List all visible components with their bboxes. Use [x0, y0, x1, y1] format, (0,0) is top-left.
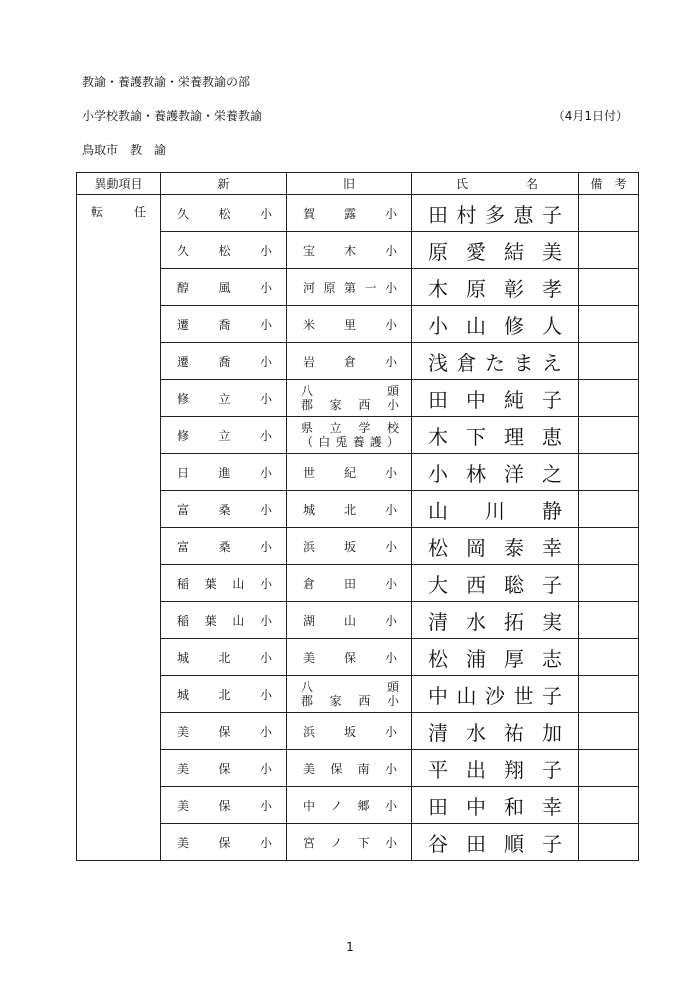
person-name: 松 岡 泰 幸 [428, 535, 562, 560]
new-school: 富 桑 小 [177, 539, 272, 554]
name-cell [412, 676, 579, 713]
name-cell [412, 565, 579, 602]
remarks-cell [579, 713, 639, 750]
table-row [77, 195, 639, 232]
new-school-cell [161, 343, 287, 380]
old-school: 浜 坂 小 [303, 724, 397, 739]
remarks-cell [579, 528, 639, 565]
new-school: 富 桑 小 [177, 502, 272, 517]
remarks-cell [579, 380, 639, 417]
new-school: 日 進 小 [177, 465, 272, 480]
old-school: 河 原 第 一 小 [303, 280, 397, 295]
table-row [77, 824, 639, 861]
old-school: 湖 山 小 [303, 613, 397, 628]
personnel-table [76, 172, 639, 861]
old-school-cell [287, 306, 412, 343]
remarks-cell [579, 602, 639, 639]
new-school-cell [161, 565, 287, 602]
old-school-cell [287, 602, 412, 639]
new-school: 稲 葉 山 小 [177, 576, 272, 591]
remarks-cell [579, 676, 639, 713]
person-name: 松 浦 厚 志 [428, 646, 562, 671]
new-school: 久 松 小 [177, 206, 272, 221]
header-category: 異動項目 [77, 173, 161, 195]
remarks-cell [579, 343, 639, 380]
header-remarks: 備 考 [579, 173, 639, 195]
person-name: 田 中 和 幸 [428, 794, 562, 819]
table-row [77, 787, 639, 824]
header-new: 新 [161, 173, 287, 195]
old-school: 世 紀 小 [303, 465, 397, 480]
name-cell [412, 454, 579, 491]
old-school-cell [287, 713, 412, 750]
remarks-cell [579, 306, 639, 343]
remarks-cell [579, 824, 639, 861]
new-school: 美 保 小 [177, 835, 272, 850]
old-school: 宝 木 小 [303, 243, 397, 258]
table-row [77, 269, 639, 306]
person-name: 平 出 翔 子 [428, 757, 562, 782]
table-row [77, 602, 639, 639]
category-label [77, 195, 160, 220]
new-school: 修 立 小 [177, 428, 272, 443]
old-school-line2: 郡家西小 [301, 398, 399, 412]
section-title: 教諭・養護教諭・栄養教諭の部 [82, 75, 251, 89]
new-school-cell [161, 602, 287, 639]
remarks-cell [579, 454, 639, 491]
person-name: 田 中 純 子 [428, 387, 562, 412]
remarks-cell [579, 750, 639, 787]
old-school-line2: 郡家西小 [301, 694, 399, 708]
table-row [77, 676, 639, 713]
new-school: 城 北 小 [177, 687, 272, 702]
remarks-cell [579, 232, 639, 269]
person-name: 原 愛 結 美 [428, 239, 562, 264]
old-school-cell [287, 269, 412, 306]
header-name-family: 氏 [456, 177, 469, 191]
new-school: 遷 喬 小 [177, 317, 272, 332]
name-cell [412, 824, 579, 861]
person-name: 小 林 洋 之 [428, 461, 562, 486]
name-cell [412, 232, 579, 269]
header-name-given: 名 [525, 177, 538, 191]
person-name: 清 水 拓 実 [428, 609, 562, 634]
new-school-cell [161, 676, 287, 713]
person-name: 浅 倉 た ま え [428, 350, 562, 375]
header-old: 旧 [287, 173, 412, 195]
new-school: 美 保 小 [177, 724, 272, 739]
category-char-2: 任 [133, 205, 146, 219]
new-school-cell [161, 269, 287, 306]
old-school-cell [287, 491, 412, 528]
header-name [412, 173, 579, 195]
table-row [77, 713, 639, 750]
person-name: 小 山 修 人 [428, 313, 562, 338]
old-school-cell [287, 787, 412, 824]
table-row [77, 343, 639, 380]
remarks-cell [579, 417, 639, 454]
new-school-cell [161, 417, 287, 454]
table-row [77, 417, 639, 454]
old-school-cell [287, 195, 412, 232]
old-school-cell [287, 454, 412, 491]
old-school: 浜 坂 小 [303, 539, 397, 554]
new-school-cell [161, 824, 287, 861]
name-cell [412, 787, 579, 824]
remarks-cell [579, 269, 639, 306]
old-school: 米 里 小 [303, 317, 397, 332]
table-row [77, 639, 639, 676]
old-school-cell [287, 528, 412, 565]
person-name: 山 川 静 [428, 498, 562, 523]
new-school-cell [161, 750, 287, 787]
remarks-cell [579, 639, 639, 676]
name-cell [412, 417, 579, 454]
old-school: 城 北 小 [303, 502, 397, 517]
table-row [77, 565, 639, 602]
old-school [287, 680, 411, 708]
name-cell [412, 528, 579, 565]
new-school-cell [161, 454, 287, 491]
old-school: 美 保 小 [303, 650, 397, 665]
table-row [77, 528, 639, 565]
new-school-cell [161, 232, 287, 269]
name-cell [412, 343, 579, 380]
name-cell [412, 380, 579, 417]
old-school-line1: 八頭 [301, 384, 399, 398]
new-school-cell [161, 528, 287, 565]
table-row [77, 232, 639, 269]
new-school-cell [161, 195, 287, 232]
old-school [287, 421, 411, 449]
old-school-cell [287, 343, 412, 380]
old-school-line1: 八頭 [301, 680, 399, 694]
old-school-cell [287, 639, 412, 676]
old-school: 中 ノ 郷 小 [303, 798, 397, 813]
person-name: 田 村 多 恵 子 [428, 202, 562, 227]
name-cell [412, 306, 579, 343]
new-school-cell [161, 491, 287, 528]
name-cell [412, 750, 579, 787]
table-row [77, 306, 639, 343]
name-cell [412, 713, 579, 750]
old-school-cell [287, 232, 412, 269]
old-school: 岩 倉 小 [303, 354, 397, 369]
new-school-cell [161, 380, 287, 417]
category-cell [77, 195, 161, 861]
person-name: 木 下 理 恵 [428, 424, 562, 449]
section-subtitle: 小学校教諭・養護教諭・栄養教諭 [82, 109, 263, 123]
old-school-line1: 県立学校 [301, 421, 399, 435]
new-school-cell [161, 306, 287, 343]
new-school: 稲 葉 山 小 [177, 613, 272, 628]
old-school [287, 384, 411, 412]
new-school-cell [161, 639, 287, 676]
remarks-cell [579, 491, 639, 528]
name-cell [412, 269, 579, 306]
table-row [77, 750, 639, 787]
old-school-line2: （白兎養護） [301, 435, 399, 449]
new-school: 城 北 小 [177, 650, 272, 665]
old-school-cell [287, 750, 412, 787]
old-school: 賀 露 小 [303, 206, 397, 221]
old-school-cell [287, 417, 412, 454]
table-row [77, 491, 639, 528]
new-school: 美 保 小 [177, 798, 272, 813]
person-name: 谷 田 順 子 [428, 831, 562, 856]
person-name: 木 原 彰 孝 [428, 276, 562, 301]
old-school: 宮 ノ 下 小 [303, 835, 397, 850]
category-char-1: 転 [91, 205, 104, 219]
new-school-cell [161, 713, 287, 750]
new-school-cell [161, 787, 287, 824]
remarks-cell [579, 565, 639, 602]
new-school: 修 立 小 [177, 391, 272, 406]
old-school-cell [287, 565, 412, 602]
person-name: 清 水 祐 加 [428, 720, 562, 745]
new-school: 美 保 小 [177, 761, 272, 776]
name-cell [412, 602, 579, 639]
name-cell [412, 195, 579, 232]
person-name: 中 山 沙 世 子 [428, 683, 562, 708]
page-number: 1 [346, 940, 354, 954]
person-name: 大 西 聡 子 [428, 572, 562, 597]
region-category: 鳥取市 教 諭 [82, 143, 167, 157]
old-school-cell [287, 380, 412, 417]
old-school: 倉 田 小 [303, 576, 397, 591]
remarks-cell [579, 195, 639, 232]
new-school: 遷 喬 小 [177, 354, 272, 369]
old-school-cell [287, 824, 412, 861]
new-school: 久 松 小 [177, 243, 272, 258]
old-school: 美 保 南 小 [303, 761, 397, 776]
table-header-row [77, 173, 639, 195]
new-school: 醇 風 小 [177, 280, 272, 295]
name-cell [412, 639, 579, 676]
effective-date: （4月1日付） [552, 109, 628, 123]
old-school-cell [287, 676, 412, 713]
remarks-cell [579, 787, 639, 824]
table-row [77, 380, 639, 417]
table-row [77, 454, 639, 491]
name-cell [412, 491, 579, 528]
